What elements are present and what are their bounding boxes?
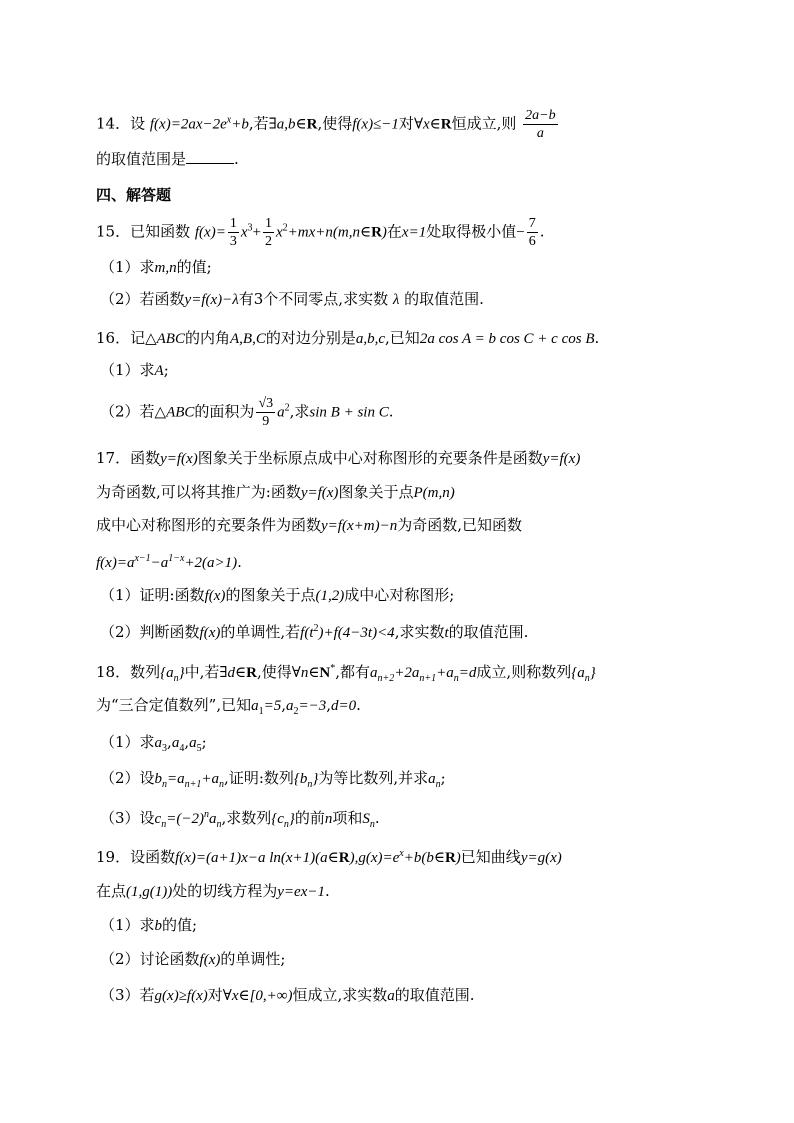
q14-fraction: $\frac{2a-b}{a}$ [525,108,556,141]
q16-line1: 16．记△ABC的内角A,B,C的对边分别是a,b,c,已知2a cos A = b cos C + c cos B. [96,329,600,347]
q14-line1: 14．设 $f(x)=2ax-2e^x+b$,若∃a,b∈R,使得f(x)≤−1对∀x∈R恒成立,则 $\frac{2a-b}{a}$ [96,108,556,141]
q14-line2: 的取值范围是 . [96,150,239,168]
q14-number: 14． [96,114,131,133]
q19-sub1: （1）求b的值; [100,916,198,934]
section-heading: 四、解答题 [96,186,172,204]
q17-line1: 17．函数y=f(x)图象关于坐标原点成中心对称图形的充要条件是函数y=f(x) [96,449,581,467]
q19-line2: 在点(1,g(1))处的切线方程为y=ex−1. [96,882,330,900]
q15-sub1: （1）求m,n的值; [100,258,212,276]
q15-sub2: （2）若函数y=f(x)−λ有3个不同零点,求实数 λ 的取值范围. [100,290,484,308]
q18-sub3: （3）设$c_n=(-2)^na_n$,求数列$\{c_n\}$的前n项和$S_n$. [100,809,380,830]
q18-line1: 18．数列$\{a_n\}$中,若∃d∈R,使得∀n∈N*,都有$a_{n+2}+2a_{n+1}+a_n=d$成立,则称数列$\{a_n\}$ [96,663,596,684]
q17-line2: 为奇函数,可以将其推广为:函数y=f(x)图象关于点P(m,n) [96,483,455,501]
q18-sub1: （1）求$a_3,a_4,a_5$; [100,733,207,754]
q17-line4: $f(x)=a^{x-1}-a^{1-x}+2(a>1)$. [96,553,242,571]
q19-sub2: （2）讨论函数f(x)的单调性; [100,950,286,968]
q16-sub1: （1）求A; [100,361,169,379]
q15-line1: 15．已知函数 f(x)= $\frac{1}{3}$ $x^3+$ $\frac{1}{2}$ $x^2+mx+n(m,n\in R)$在x=1处取得极小值− $\frac{7}{6}$ . [96,216,545,249]
answer-blank [186,149,234,164]
q18-line2: 为“三合定值数列”,已知$a_1=5,a_2=-3,d=0$. [96,696,361,717]
q17-line3: 成中心对称图形的充要条件为函数y=f(x+m)−n为奇函数,已知函数 [96,516,522,534]
q18-sub2: （2）设$b_n=a_{n+1}+a_n$,证明:数列$\{b_n\}$为等比数列,并求$a_n$; [100,769,446,790]
q19-line1: 19．设函数f(x)=(a+1)x−a $\ln(x+1)(a\in R),g(x)=e^x+b(b\in R)$已知曲线y=g(x) [96,848,562,866]
q17-sub1: （1）证明:函数f(x)的图象关于点(1,2)成中心对称图形; [100,586,455,604]
q17-sub2: （2）判断函数f(x)的单调性,若$f(t^2)+f(4-3t)<4$,求实数t的取值范围. [100,623,529,641]
q19-sub3: （3）若g(x)≥f(x)对∀x∈[0,+∞)恒成立,求实数a的取值范围. [100,986,475,1004]
q16-sub2: （2）若△ABC的面积为 $\frac{√3}{9}$ $a^2$,求sin B + sin C. [100,396,394,429]
